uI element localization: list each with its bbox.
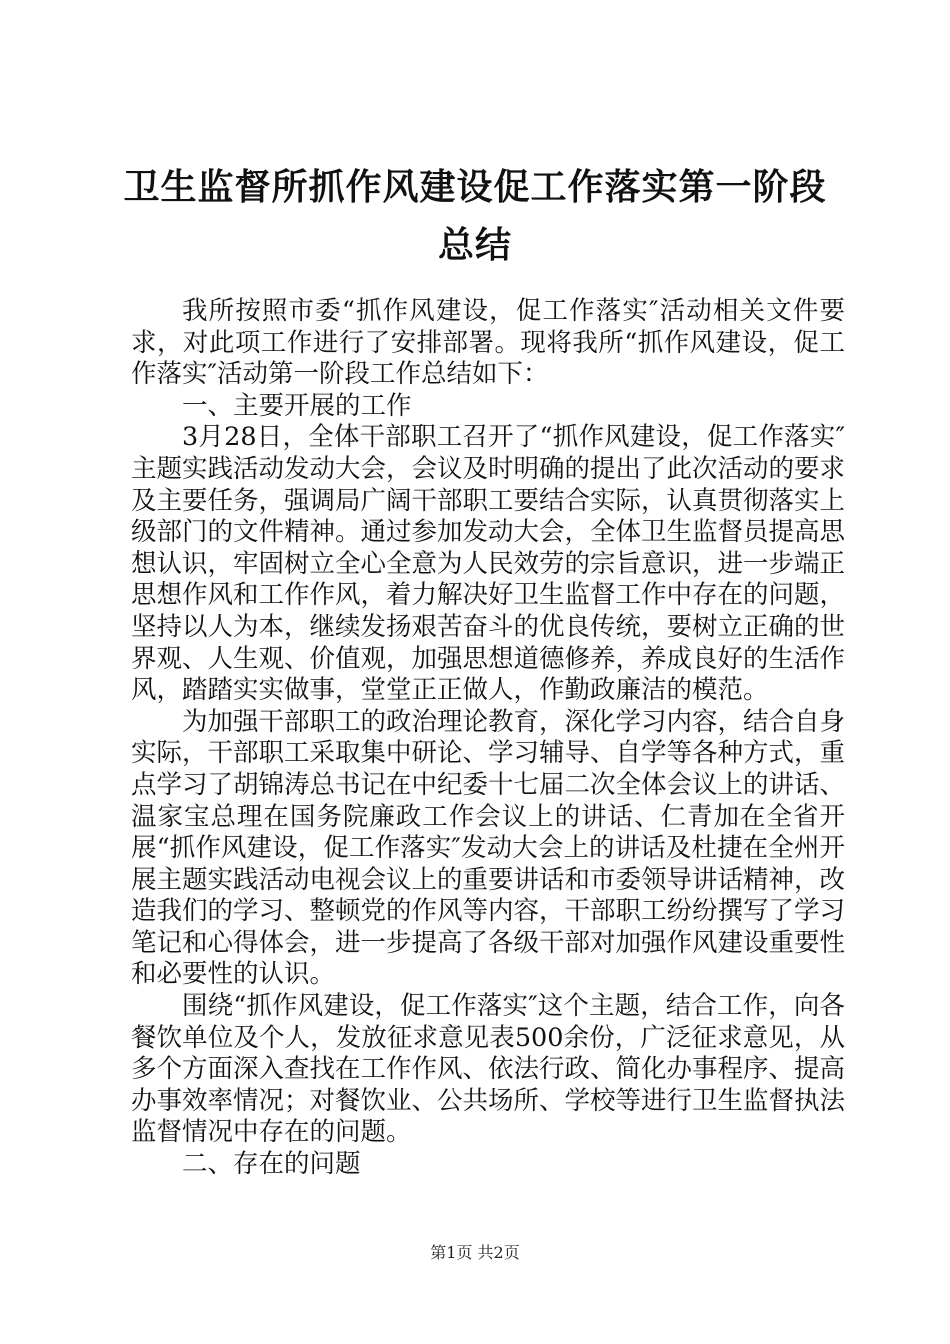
page-footer: 第1页 共2页 <box>430 1243 520 1262</box>
intro-paragraph: 我所按照市委“抓作风建设，促工作落实″活动相关文件要求，对此项工作进行了安排部署。现将我所“抓作风建设，促工作落实″活动第一阶段工作总结如下： <box>131 296 845 390</box>
section-heading-1: 一、主要开展的工作 <box>182 390 412 421</box>
document-body <box>131 296 845 1181</box>
body-paragraph-3: 围绕“抓作风建设，促工作落实″这个主题，结合工作，向各餐饮单位及个人，发放征求意见表500余份，广泛征求意见，从多个方面深入查找在工作作风、依法行政、简化办事程序、提高办事效率情况；对餐饮业、公共场所、学校等进行卫生监督执法监督情况中存在的问题。 <box>131 991 846 1148</box>
body-paragraph-2: 为加强干部职工的政治理论教育，深化学习内容，结合自身实际，干部职工采取集中研论、学习辅导、自学等各种方式，重点学习了胡锦涛总书记在中纪委十七届二次全体会议上的讲话、温家宝总理在国务院廉政工作会议上的讲话、仁青加在全省开展“抓作风建设，促工作落实″发动大会上的讲话及杜捷在全州开展主题实践活动电视会议上的重要讲话和市委领导讲话精神，改造我们的学习、整顿党的作风等内容，干部职工纷纷撰写了学习笔记和心得体会，进一步提高了各级干部对加强作风建设重要性和必要性的认识。 <box>131 706 846 990</box>
document-title: 卫生监督所抓作风建设促工作落实第一阶段总结 <box>123 166 827 266</box>
section-heading-2: 二、存在的问题 <box>182 1149 361 1180</box>
body-paragraph-1: 3月28日，全体干部职工召开了“抓作风建设，促工作落实″主题实践活动发动大会，会议及时明确的提出了此次活动的要求及主要任务，强调局广阔干部职工要结合实际，认真贯彻落实上级部门的文件精神。通过参加发动大会，全体卫生监督员提高思想认识，牢固树立全心全意为人民效劳的宗旨意识，进一步端正思想作风和工作作风，着力解决好卫生监督工作中存在的问题，坚持以人为本，继续发扬艰苦奋斗的优良传统，要树立正确的世界观、人生观、价值观，加强思想道德修养，养成良好的生活作风，踏踏实实做事，堂堂正正做人，作勤政廉洁的模范。 <box>131 422 846 706</box>
